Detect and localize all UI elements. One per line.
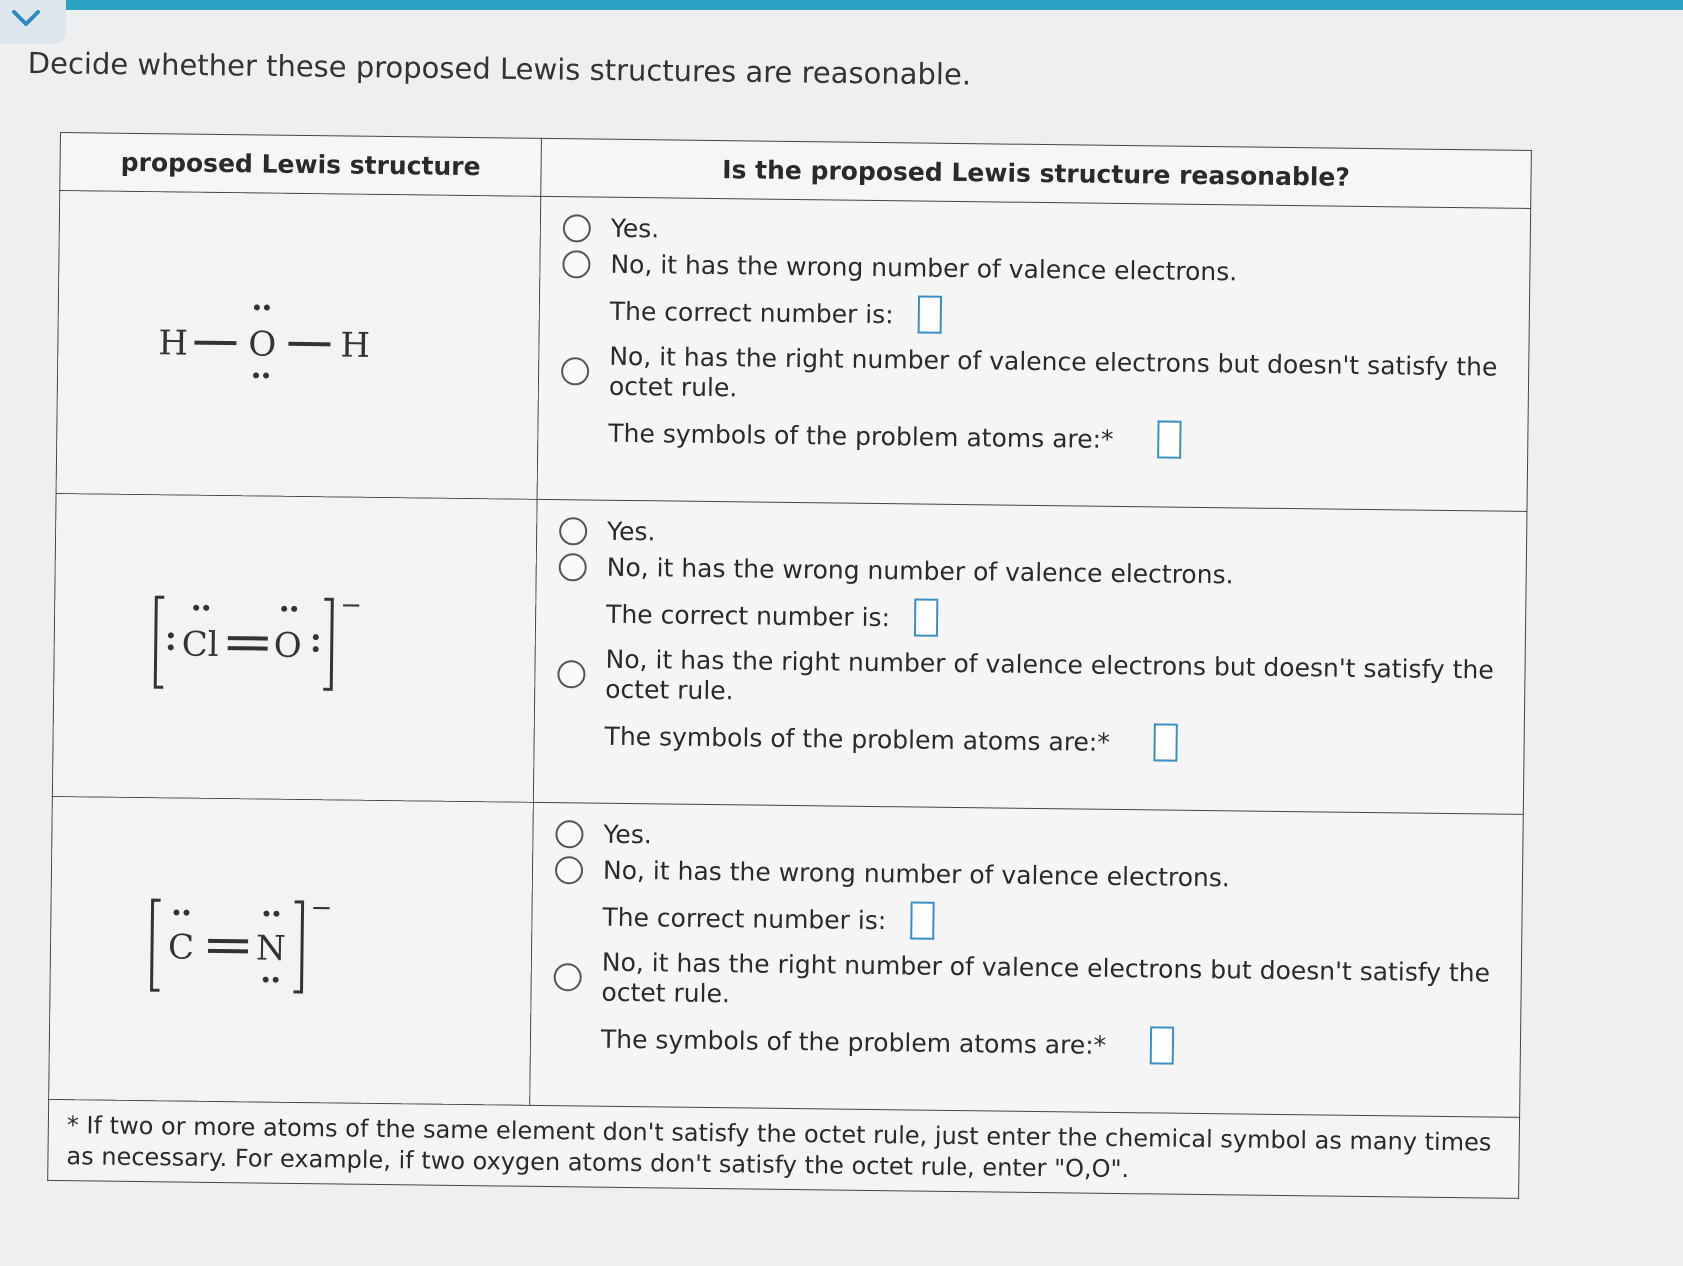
charge-label: − (340, 590, 363, 621)
lewis-diagram-3 (145, 890, 366, 1003)
atom-cl: Cl (181, 624, 219, 665)
radio-wrong-valence[interactable] (555, 856, 583, 884)
table-row (52, 493, 1527, 814)
problem-atoms-row: The symbols of the problem atoms are:* (604, 717, 1499, 766)
lewis-structures-table-sheet (47, 132, 1532, 1199)
atom-c: C (167, 927, 195, 968)
options-cell-3 (530, 802, 1524, 1117)
chevron-down-icon (10, 6, 46, 30)
bond-single (288, 344, 330, 345)
lewis-structure-1 (158, 292, 399, 399)
atom-o: O (273, 625, 302, 666)
correct-number-input[interactable] (917, 295, 941, 333)
bracket-right (294, 902, 303, 992)
radio-wrong-valence[interactable] (559, 553, 587, 581)
radio-octet[interactable] (554, 963, 582, 991)
correct-number-row: The correct number is: (606, 595, 1501, 644)
option-octet[interactable]: No, it has the right number of valence electrons but doesn't satisfy the octet rule. (561, 341, 1505, 413)
problem-atoms-row: The symbols of the problem atoms are:* (601, 1020, 1496, 1069)
bracket-left (152, 900, 161, 990)
header-structure: proposed Lewis structure (60, 133, 542, 197)
correct-number-row: The correct number is: (610, 292, 1505, 341)
radio-yes[interactable] (563, 214, 591, 242)
options-cell-1 (537, 196, 1531, 511)
radio-octet[interactable] (561, 357, 589, 385)
correct-number-row: The correct number is: (602, 898, 1497, 947)
lewis-diagram-1 (158, 292, 399, 395)
problem-atoms-input[interactable] (1157, 420, 1181, 458)
table-row (56, 191, 1531, 512)
option-wrong-valence[interactable]: No, it has the wrong number of valence electrons. (562, 249, 1505, 291)
lewis-structures-table (47, 132, 1532, 1199)
structure-cell-3 (49, 796, 534, 1105)
problem-atoms-row: The symbols of the problem atoms are:* (608, 414, 1503, 463)
bracket-right (323, 599, 332, 689)
atom-n: N (255, 928, 287, 969)
option-wrong-valence[interactable]: No, it has the wrong number of valence electrons. (559, 552, 1502, 594)
option-octet[interactable]: No, it has the right number of valence electrons but doesn't satisfy the octet rule. (553, 947, 1497, 1019)
footnote: * If two or more atoms of the same element don't satisfy the octet rule, just enter the chemical symbol as many times as necessary. For example, if two oxygen atoms don't satisfy the octet rule, enter "O,O". (48, 1099, 1520, 1198)
top-accent-bar (60, 0, 1683, 10)
problem-atoms-input[interactable] (1150, 1026, 1174, 1064)
lewis-diagram-2 (149, 587, 390, 700)
correct-number-input[interactable] (910, 901, 934, 939)
atom-h-left: H (158, 323, 189, 364)
collapse-toggle[interactable] (0, 0, 66, 44)
atom-o: O (248, 324, 277, 365)
atom-h-right: H (340, 325, 371, 366)
radio-wrong-valence[interactable] (562, 250, 590, 278)
header-reasonable: Is the proposed Lewis structure reasonable? (541, 138, 1532, 208)
structure-cell-1 (56, 191, 541, 500)
option-yes[interactable]: Yes. (559, 516, 1502, 558)
footnote-row (48, 1099, 1520, 1198)
question-prompt: Decide whether these proposed Lewis structures are reasonable. (27, 46, 972, 92)
charge-label: − (310, 893, 333, 924)
option-wrong-valence[interactable]: No, it has the wrong number of valence electrons. (555, 855, 1498, 897)
radio-yes[interactable] (555, 820, 583, 848)
option-yes[interactable]: Yes. (555, 819, 1498, 861)
lewis-structure-3 (145, 890, 366, 1007)
radio-yes[interactable] (559, 517, 587, 545)
bond-single (194, 343, 236, 344)
option-octet[interactable]: No, it has the right number of valence electrons but doesn't satisfy the octet rule. (557, 644, 1501, 716)
radio-octet[interactable] (557, 660, 585, 688)
correct-number-input[interactable] (914, 598, 938, 636)
lewis-structure-2 (149, 587, 390, 704)
table-row (49, 796, 1524, 1117)
options-cell-2 (533, 499, 1527, 814)
bracket-left (155, 597, 164, 687)
option-yes[interactable]: Yes. (563, 213, 1506, 255)
structure-cell-2 (52, 493, 537, 802)
problem-atoms-input[interactable] (1154, 723, 1178, 761)
